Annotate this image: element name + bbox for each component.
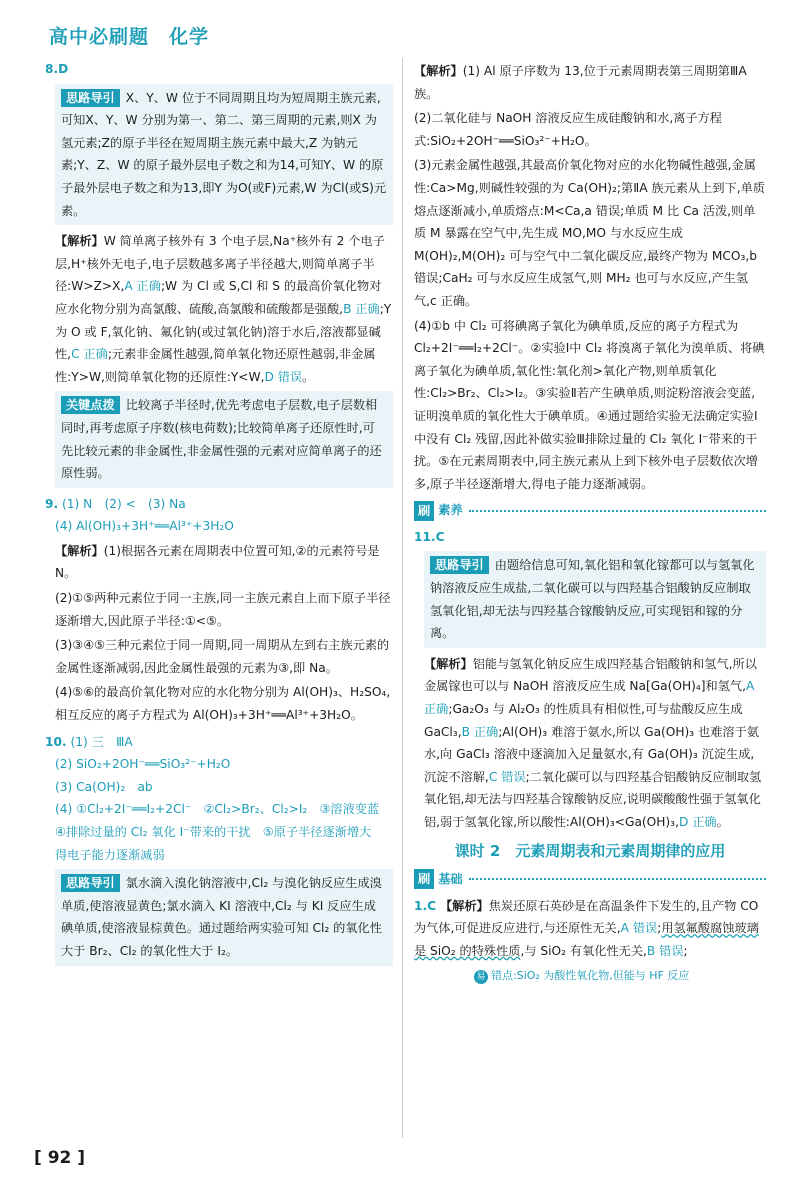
q1-number: 1.: [414, 898, 428, 913]
q11-analysis-text-3: ;Al(OH)₃ 难溶于氨水,所以 Ga(OH)₃ 也难溶于氨水,向 GaCl₃ 溶液中逐滴加入足量氨水,有 Ga(OH)₃ 沉淀生成,沉淀不溶解,: [424, 724, 759, 784]
error-point-icon: 易: [474, 970, 488, 984]
section-suyang-title: 素养: [438, 503, 463, 518]
q1-error-note: [414, 965, 766, 988]
q1-analysis-text-2: ;: [657, 921, 662, 936]
q1-option-a: A 错误: [620, 921, 658, 936]
column-divider: [402, 58, 403, 1138]
q8-guide-text: X、Y、W 位于不同周期且均为短周期主族元素,可知X、Y、W 分别为第一、第二、第三周期的元素,则X 为氢元素;Z的原子半径在短周期主族元素中最大,Z 为钠元素;Y、Z、W 的原子最外层电子数之和为14,可知Y、W 的原子最外层电子数之和为13,即Y 为O(或F)元素,W 为Cl(或S)元素。: [61, 90, 387, 218]
section-suyang-divider: [469, 510, 766, 512]
section-jichu-mark: 刷: [414, 869, 434, 889]
q10-answer-3: (3) Ca(OH)₂ ab: [55, 779, 153, 794]
section-suyang-mark: 刷: [414, 501, 434, 521]
q9-number: 9.: [45, 496, 59, 511]
q11-analysis-text-2: ;Ga₂O₃ 与 Al₂O₃ 的性质具有相似性,可与盐酸反应生成 GaCl₃,: [424, 702, 743, 739]
page-header-title: 高中必刷题 化学: [49, 26, 210, 48]
q8-key-tag: 关键点拨: [61, 396, 120, 414]
q10-analysis-3: (3)元素金属性越强,其最高价氧化物对应的水化物碱性越强,金属性:Ca>Mg,则碱性较强的为 Ca(OH)₂;第ⅡA 族元素从上到下,单质熔点逐渐减小,单质熔点:M<Ca,a 错误;单质 M 比 Ca 活泼,则单质 M 暴露在空气中,先生成 MO,MO 与水反应生成 M(OH)₂,M(OH)₂ 可与空气中二氧化碳反应,最终产物为 MCO₃,b 错误;CaH₂ 可与水反应生成氢气,则 MH₂ 也可与水反应,产生氢气,c 正确。: [414, 158, 765, 308]
q9-answer-2: (4) Al(OH)₃+3H⁺══Al³⁺+3H₂O: [55, 519, 234, 534]
q11-answer-line: [414, 526, 766, 549]
q10-answer-4: (4) ①Cl₂+2I⁻══I₂+2Cl⁻ ②Cl₂>Br₂、Cl₂>I₂ ③溶液变蓝 ④排除过量的 Cl₂ 氧化 I⁻带来的干扰 ⑤原子半径逐渐增大 得电子能力逐渐减弱: [55, 802, 392, 862]
q1-answer: C: [427, 898, 437, 913]
q8-option-b: B 正确: [343, 301, 380, 316]
q11-number: 11.: [414, 529, 436, 544]
q8-analysis: [45, 230, 393, 388]
right-column: [414, 58, 766, 987]
q1-analysis-text-1: 焦炭还原石英砂是在高温条件下发生的,且产物 CO 为气体,可促进反应进行,与还原性无关,: [414, 898, 759, 936]
q10-guide-box: [55, 869, 393, 965]
q1-analysis-text-5: ;: [683, 943, 688, 958]
page-number-value: 92: [47, 1148, 72, 1168]
section-jichu: [414, 868, 766, 891]
q9-analysis-1: [45, 540, 393, 585]
q9-analysis-3: (3)③④⑤三种元素位于同一周期,同一周期从左到右主族元素的金属性逐渐减弱,因此金属性最强的元素为③,即 Na。: [55, 638, 390, 675]
q11-analysis-text-1: 铝能与氢氧化钠反应生成四羟基合铝酸钠和氢气,所以金属镓也可以与 NaOH 溶液反应生成 Na[Ga(OH)₄]和氢气,: [424, 656, 757, 694]
q1-error-note-text: 错点:SiO₂ 为酸性氧化物,但能与 HF 反应: [491, 968, 690, 982]
q9-analysis-label: 【解析】: [55, 543, 104, 558]
q8-analysis-label: 【解析】: [55, 234, 104, 249]
q11-analysis-text-5: 。: [716, 815, 729, 829]
q8-guide-tag: 思路导引: [61, 89, 120, 107]
q1-highlight-text: 用氢氟酸腐蚀玻璃是 SiO₂ 的特殊性质: [414, 921, 759, 958]
q8-analysis-text-5: 。: [302, 369, 315, 384]
q8-analysis-text-3: ;Y 为 O 或 F,氧化钠、氟化钠(或过氧化钠)溶于水后,溶液都显碱性,: [55, 301, 392, 362]
q8-key-text: 比较离子半径时,优先考虑电子层数,电子层数相同时,再考虑原子序数(核电荷数);比较简单离子还原性时,可先比较元素的非金属性,非金属性强的元素对应简单离子的还原性弱。: [61, 398, 382, 481]
q11-analysis: [414, 653, 766, 834]
q8-guide-box: [55, 84, 393, 226]
q8-option-a: A 正确: [124, 279, 161, 294]
q10-analysis-2: (2)二氧化硅与 NaOH 溶液反应生成硅酸钠和水,离子方程式:SiO₂+2OH⁻══SiO₃²⁻+H₂O。: [414, 111, 722, 148]
q8-answer: D: [58, 62, 69, 76]
q10-analysis-label: 【解析】: [414, 64, 463, 78]
left-column: [45, 58, 393, 971]
page-number: [ 92 ]: [34, 1148, 86, 1168]
q8-key-box: [55, 391, 393, 487]
q10-guide-text: 氯水滴入溴化钠溶液中,Cl₂ 与溴化钠反应生成溴单质,使溶液显黄色;氯水滴入 KI 溶液中,Cl₂ 与 KI 反应生成碘单质,使溶液显棕黄色。通过题给两实验可知 Cl₂ 的氧化性大于 Br₂、Cl₂ 的氧化性大于 I₂。: [61, 876, 382, 958]
q9-answers: [45, 493, 393, 516]
q10-analysis-text-1: (1) Al 原子序数为 13,位于元素周期表第三周期第ⅢA 族。: [414, 64, 747, 101]
section-jichu-divider: [469, 878, 766, 880]
q9-analysis-2: (2)①⑤两种元素位于同一主族,同一主族元素自上而下原子半径逐渐增大,因此原子半径:①<⑤。: [55, 591, 391, 628]
q11-guide-box: [424, 551, 766, 647]
q8-analysis-text-1: W 简单离子核外有 3 个电子层,Na⁺核外有 2 个电子层,H⁺核外无电子,电子层数越多离子半径越大,则简单离子半径:W>Z>X,: [55, 234, 385, 294]
section-suyang: [414, 499, 766, 522]
q1-option-b: B 错误: [646, 943, 684, 958]
q10-number: 10.: [45, 734, 67, 749]
q10-analysis-4: (4)①b 中 Cl₂ 可将碘离子氧化为碘单质,反应的离子方程式为 Cl₂+2I⁻══I₂+2Cl⁻。②实验Ⅰ中 Cl₂ 将溴离子氧化为溴单质、将碘离子氧化为碘单质,氧化性:氧化剂>氧化产物,则单质氧化性:Cl₂>Br₂、Cl₂>I₂。③实验Ⅱ若产生碘单质,则淀粉溶液会变蓝,证明溴单质的氧化性大于碘单质。④通过题给实验无法确定实验Ⅰ中没有 Cl₂ 残留,因此补做实验Ⅲ排除过量的 Cl₂ 氧化 I⁻带来的干扰。⑤在元素周期表中,同主族元素从上到下核外电子层数依次增多,原子半径逐渐增大,得电子能力逐渐减弱。: [414, 318, 765, 491]
q1-analysis-label: 【解析】: [439, 898, 489, 913]
q1-analysis-text-4: ,与 SiO₂ 有氧化性无关,: [520, 943, 647, 958]
q9-answer-1: (1) N (2) < (3) Na: [62, 496, 186, 511]
q10-answer-1: (1) 三 ⅢA: [70, 734, 133, 749]
q1-analysis: [414, 895, 766, 963]
q10-answers: [45, 731, 393, 754]
q11-guide-text: 由题给信息可知,氧化铝和氧化镓都可以与氢氧化钠溶液反应生成盐,二氧化碳可以与四羟基合铝酸钠反应制取氢氧化铝,却无法与四羟基合镓酸钠反应,可实现铝和镓的分离。: [430, 558, 755, 641]
q11-option-c: C 错误: [488, 769, 526, 784]
q9-analysis-text-1: (1)根据各元素在周期表中位置可知,②的元素符号是 N。: [55, 543, 380, 581]
q11-option-a: A 正确: [424, 679, 755, 717]
q10-answer-2: (2) SiO₂+2OH⁻══SiO₃²⁻+H₂O: [55, 757, 231, 772]
lesson-title: 课时 2 元素周期表和元素周期律的应用: [454, 841, 726, 860]
q11-guide-tag: 思路导引: [430, 556, 489, 574]
q10-analysis-1: [414, 60, 766, 105]
q8-option-d: D 错误: [264, 369, 303, 384]
q8-option-c: C 正确: [71, 347, 108, 362]
q11-option-b: B 正确: [461, 724, 499, 739]
q11-option-d: D 正确: [678, 815, 717, 829]
q8-answer-line: [45, 58, 393, 81]
q11-answer: C: [435, 529, 445, 544]
q11-analysis-text-4: ;二氧化碳可以与四羟基合铝酸钠反应制取氢氧化铝,却无法与四羟基合镓酸钠反应,说明碳酸酸性强于氢氧化铝,弱于氢氧化镓,所以酸性:Al(OH)₃<Ga(OH)₃,: [424, 769, 762, 829]
section-jichu-title: 基础: [438, 872, 463, 887]
q10-guide-tag: 思路导引: [61, 874, 120, 892]
q9-analysis-4: (4)⑤⑥的最高价氧化物对应的水化物分别为 Al(OH)₃、H₂SO₄,相互反应的离子方程式为 Al(OH)₃+3H⁺══Al³⁺+3H₂O。: [55, 685, 391, 723]
q8-analysis-text-2: ;W 为 Cl 或 S,Cl 和 S 的最高价氧化物对应水化物分别为高氯酸、硫酸,高氯酸和硫酸都是强酸,: [55, 279, 382, 316]
q8-analysis-text-4: ;元素非金属性越强,简单氧化物还原性越弱,非金属性:Y>W,则简单氧化物的还原性:Y<W,: [55, 347, 376, 384]
q8-number: 8.: [45, 62, 59, 76]
q11-analysis-label: 【解析】: [424, 656, 473, 671]
